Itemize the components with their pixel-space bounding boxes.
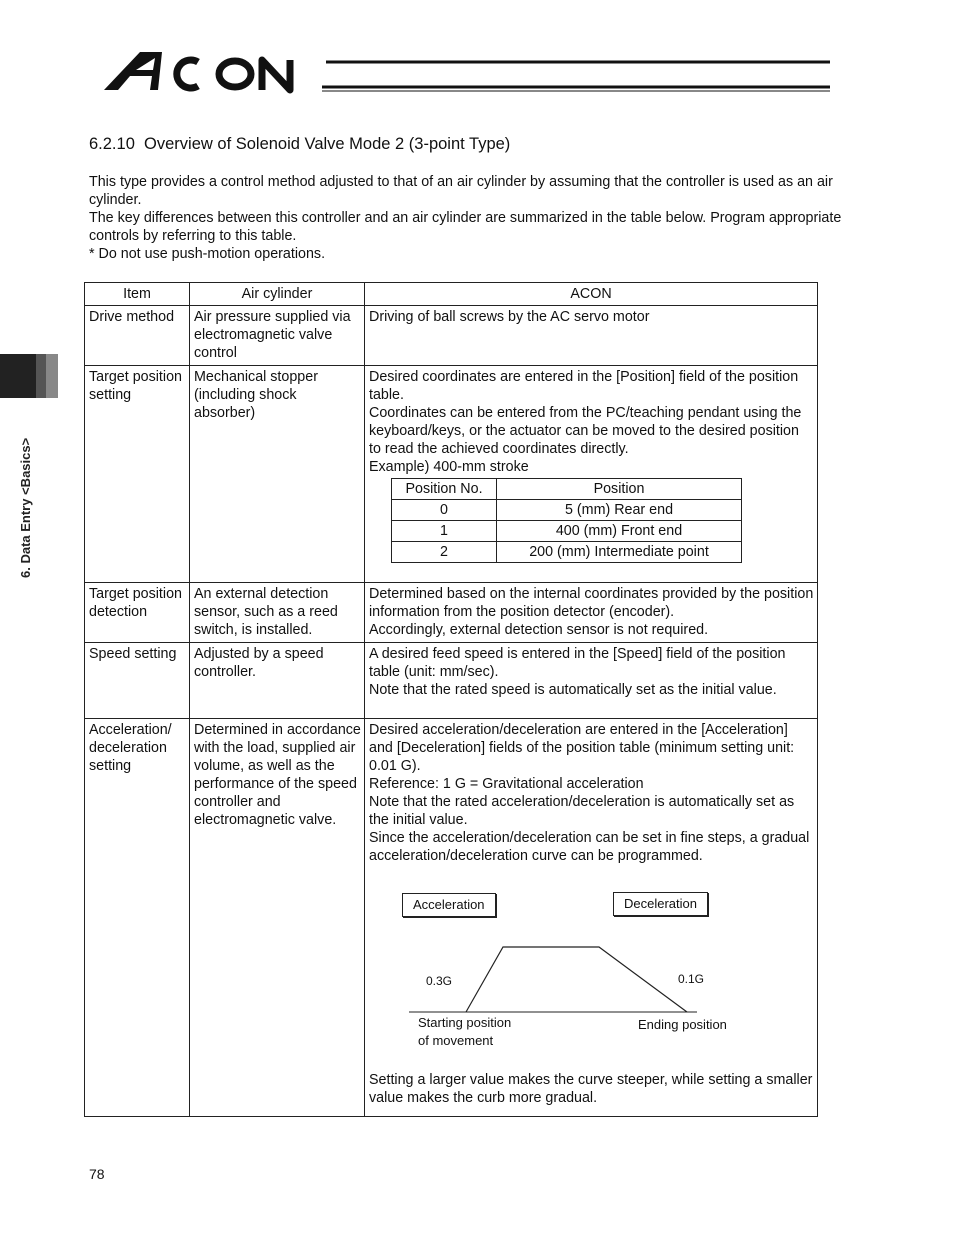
header-acon: ACON — [365, 283, 818, 306]
table-row — [85, 306, 818, 366]
acon-text: A desired feed speed is entered in the [Speed] field of the position table (unit: mm/sec). — [369, 646, 786, 680]
row-item: Acceleration/ deceleration setting — [85, 719, 190, 1117]
intro-paragraph: This type provides a control method adjusted to that of an air cylinder by assuming that the controller is used as an air cylinder. — [89, 174, 833, 208]
intro-paragraph: The key differences between this controller and an air cylinder are summarized in the table below. Program appropriate controls by referring to this table. — [89, 210, 842, 244]
chapter-tab-marker — [0, 354, 36, 398]
chapter-tab-shade — [36, 354, 46, 398]
table-row — [85, 366, 818, 583]
row-item: Speed setting — [85, 643, 190, 719]
table-row — [85, 583, 818, 643]
header-item: Item — [85, 283, 190, 306]
header-air-cylinder: Air cylinder — [190, 283, 365, 306]
start-position-label: Starting position — [418, 1015, 512, 1030]
intro-note: * Do not use push-motion operations. — [89, 246, 326, 262]
acon-text: Coordinates can be entered from the PC/teaching pendant using the keyboard/keys, or the actuator can be moved to the desired position to read the achieved coordinates directly. — [369, 405, 802, 457]
acon-text: Since the acceleration/deceleration can be set in fine steps, a gradual acceleration/deceleration curve can be programmed. — [369, 830, 810, 864]
table-header-row — [85, 283, 818, 306]
decel-value-label: 0.1G — [678, 972, 705, 986]
row-air: Mechanical stopper (including shock absorber) — [190, 366, 365, 583]
acon-note: Setting a larger value makes the curve steeper, while setting a smaller value makes the curb more gradual. — [369, 1072, 813, 1106]
row-acon — [365, 643, 818, 719]
acon-text: Accordingly, external detection sensor is not required. — [369, 622, 709, 638]
table-row — [85, 643, 818, 719]
position-cell: 5 (mm) Rear end — [497, 500, 742, 521]
section-title: 6.2.10 Overview of Solenoid Valve Mode 2 (3-point Type) — [89, 135, 511, 153]
acon-text: Desired coordinates are entered in the [Position] field of the position table. — [369, 369, 799, 403]
page-number: 78 — [89, 1166, 105, 1182]
row-air: Air pressure supplied via electromagnetic valve control — [190, 306, 365, 366]
position-no-cell: 2 — [392, 542, 497, 563]
position-header-row — [392, 479, 742, 500]
accel-value-label: 0.3G — [426, 974, 453, 988]
position-cell: 400 (mm) Front end — [497, 521, 742, 542]
comparison-table — [84, 282, 818, 1117]
table-row — [392, 500, 742, 521]
deceleration-box: Deceleration — [613, 892, 708, 916]
table-row — [85, 719, 818, 1117]
position-header: Position — [497, 479, 742, 500]
row-item: Target position setting — [85, 366, 190, 583]
position-no-header: Position No. — [392, 479, 497, 500]
start-position-label-line2: of movement — [418, 1033, 494, 1048]
end-position-label: Ending position — [638, 1017, 727, 1032]
acceleration-box: Acceleration — [402, 893, 496, 917]
intro-text — [89, 173, 869, 263]
row-acon — [365, 306, 818, 366]
row-item: Target position detection — [85, 583, 190, 643]
table-row — [392, 521, 742, 542]
acon-logo — [100, 40, 840, 100]
row-air: Adjusted by a speed controller. — [190, 643, 365, 719]
position-no-cell: 0 — [392, 500, 497, 521]
position-example-table — [391, 478, 742, 563]
acon-text: Reference: 1 G = Gravitational acceleration — [369, 776, 644, 792]
acon-text: Desired acceleration/deceleration are entered in the [Acceleration] and [Deceleration] fields of the position table (minimum setting unit: 0.01 G). — [369, 722, 795, 774]
acon-text: Determined based on the internal coordinates provided by the position information from the position detector (encoder). — [369, 586, 814, 620]
chapter-side-label: 6. Data Entry <Basics> — [18, 437, 33, 578]
row-item: Drive method — [85, 306, 190, 366]
row-acon — [365, 583, 818, 643]
row-acon — [365, 366, 818, 583]
acon-text: Example) 400-mm stroke — [369, 459, 529, 475]
row-acon — [365, 719, 818, 1117]
table-row — [392, 542, 742, 563]
acon-text: Driving of ball screws by the AC servo motor — [369, 309, 650, 325]
acon-text: Note that the rated speed is automatically set as the initial value. — [369, 682, 777, 698]
chapter-tab-shade-light — [46, 354, 58, 398]
acon-text: Note that the rated acceleration/deceleration is automatically set as the initial value. — [369, 794, 795, 828]
accel-decel-diagram — [369, 871, 789, 1071]
position-cell: 200 (mm) Intermediate point — [497, 542, 742, 563]
row-air: Determined in accordance with the load, supplied air volume, as well as the performance of the speed controller and electromagnetic valve. — [190, 719, 365, 1117]
row-air: An external detection sensor, such as a reed switch, is installed. — [190, 583, 365, 643]
position-no-cell: 1 — [392, 521, 497, 542]
